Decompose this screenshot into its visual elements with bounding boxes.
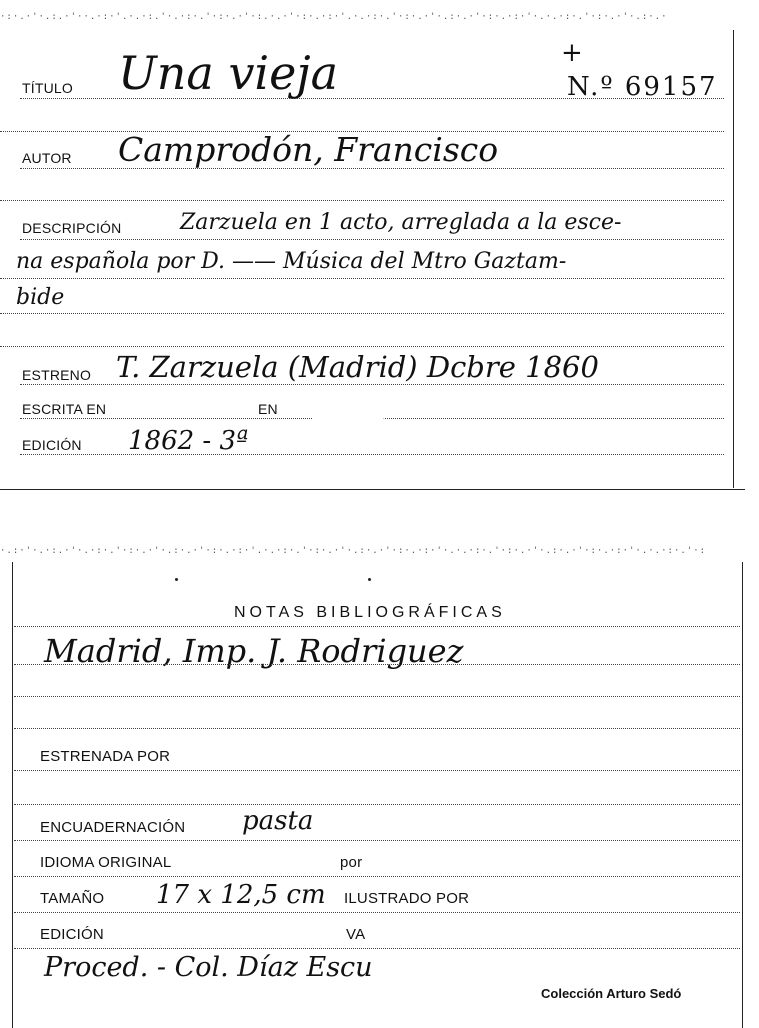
idioma-original-label: IDIOMA ORIGINAL [40, 854, 172, 871]
escrita-en-label: ESCRITA EN [22, 401, 107, 417]
autor-line [20, 168, 724, 169]
estrenada-line [14, 770, 740, 771]
descripcion-line1: Zarzuela en 1 acto, arreglada a la esce- [180, 210, 622, 235]
descripcion-line-1 [20, 239, 724, 240]
va-label: VA [346, 926, 366, 943]
encuadernacion-line [14, 840, 740, 841]
edicion-label: EDICIÓN [22, 437, 82, 453]
titulo-value: Una vieja [118, 46, 339, 100]
edicion-line-2 [14, 948, 740, 949]
card1-right-border [733, 30, 734, 488]
autor-value: Camprodón, Francisco [118, 130, 499, 169]
encuadernacion-label: ENCUADERNACIÓN [40, 819, 186, 836]
scan-noise-top: ·:·.·'·.:.·'··.·:·'.·.·:.'·.·:·.'·:·.·'·:.·.·'·:·.·:·'.·.·:·.'·:·.·'·.:·.·'·:·.·:·'·.·.·:·.'·:·.·'·.:·.· [0, 12, 668, 22]
ilustrado-por-label: ILUSTRADO POR [344, 890, 470, 907]
edicion-value: 1862 - 3ª [128, 426, 249, 456]
scan-smudge [312, 396, 384, 448]
card2-right-border [742, 562, 743, 1028]
tamano-label: TAMAÑO [40, 890, 105, 907]
procedencia-value: Proced. - Col. Díaz Escu [44, 952, 373, 983]
titulo-label: TÍTULO [22, 80, 73, 96]
tamano-line [14, 912, 740, 913]
registration-dot-left [175, 578, 178, 581]
card2-left-border [12, 562, 13, 1028]
titulo-line [20, 98, 724, 99]
estrenada-por-label: ESTRENADA POR [40, 748, 171, 765]
line-n4 [14, 728, 740, 729]
scan-noise-top-2: ·.:·'·.·:.·'·.·:·.'·:·.·'·.:·.·'·:·.·:·'.·.·:·.'·:·.·'·.:·.·'·:·.·:·'·.·.·:·.'·:·.·'·.:·.·'·:·.·:·'·.·.·:·.'·: [0, 546, 707, 556]
notas-value: Madrid, Imp. J. Rodriguez [44, 632, 464, 670]
descripcion-line3: bide [16, 285, 65, 310]
edicion-line [20, 454, 724, 455]
scan-smudge-2 [372, 918, 424, 952]
registro-numero: N.º 69157 [567, 72, 718, 102]
descripcion-line2: na española por D. —— Música del Mtro Gaztam- [16, 249, 567, 274]
estreno-line [20, 384, 724, 385]
card1-bottom-border [0, 489, 745, 490]
en-label: EN [258, 401, 278, 417]
line-n3 [14, 696, 740, 697]
autor-label: AUTOR [22, 150, 72, 166]
edicion-label-2: EDICIÓN [40, 926, 104, 943]
descripcion-label: DESCRIPCIÓN [22, 220, 122, 236]
encuadernacion-value: pasta [242, 806, 314, 836]
por-label: por [340, 854, 363, 871]
registration-dot-right [368, 578, 371, 581]
line-n6 [14, 804, 740, 805]
numero-cross-mark: + [561, 38, 583, 68]
line-n2 [14, 664, 740, 665]
notas-bibliograficas-title: NOTAS BIBLIOGRÁFICAS [234, 604, 506, 621]
notas-line [14, 626, 740, 627]
line-4 [0, 200, 724, 201]
descripcion-line-2 [0, 278, 724, 279]
coleccion-stamp: Colección Arturo Sedó [541, 986, 682, 1001]
catalog-card-back [0, 540, 759, 1028]
idioma-line [14, 876, 740, 877]
line-8 [0, 346, 724, 347]
estreno-label: ESTRENO [22, 367, 92, 383]
tamano-value: 17 x 12,5 cm [156, 880, 326, 910]
estreno-value: T. Zarzuela (Madrid) Dcbre 1860 [116, 350, 599, 384]
catalog-card-front [0, 0, 759, 495]
descripcion-line-3 [0, 313, 724, 314]
